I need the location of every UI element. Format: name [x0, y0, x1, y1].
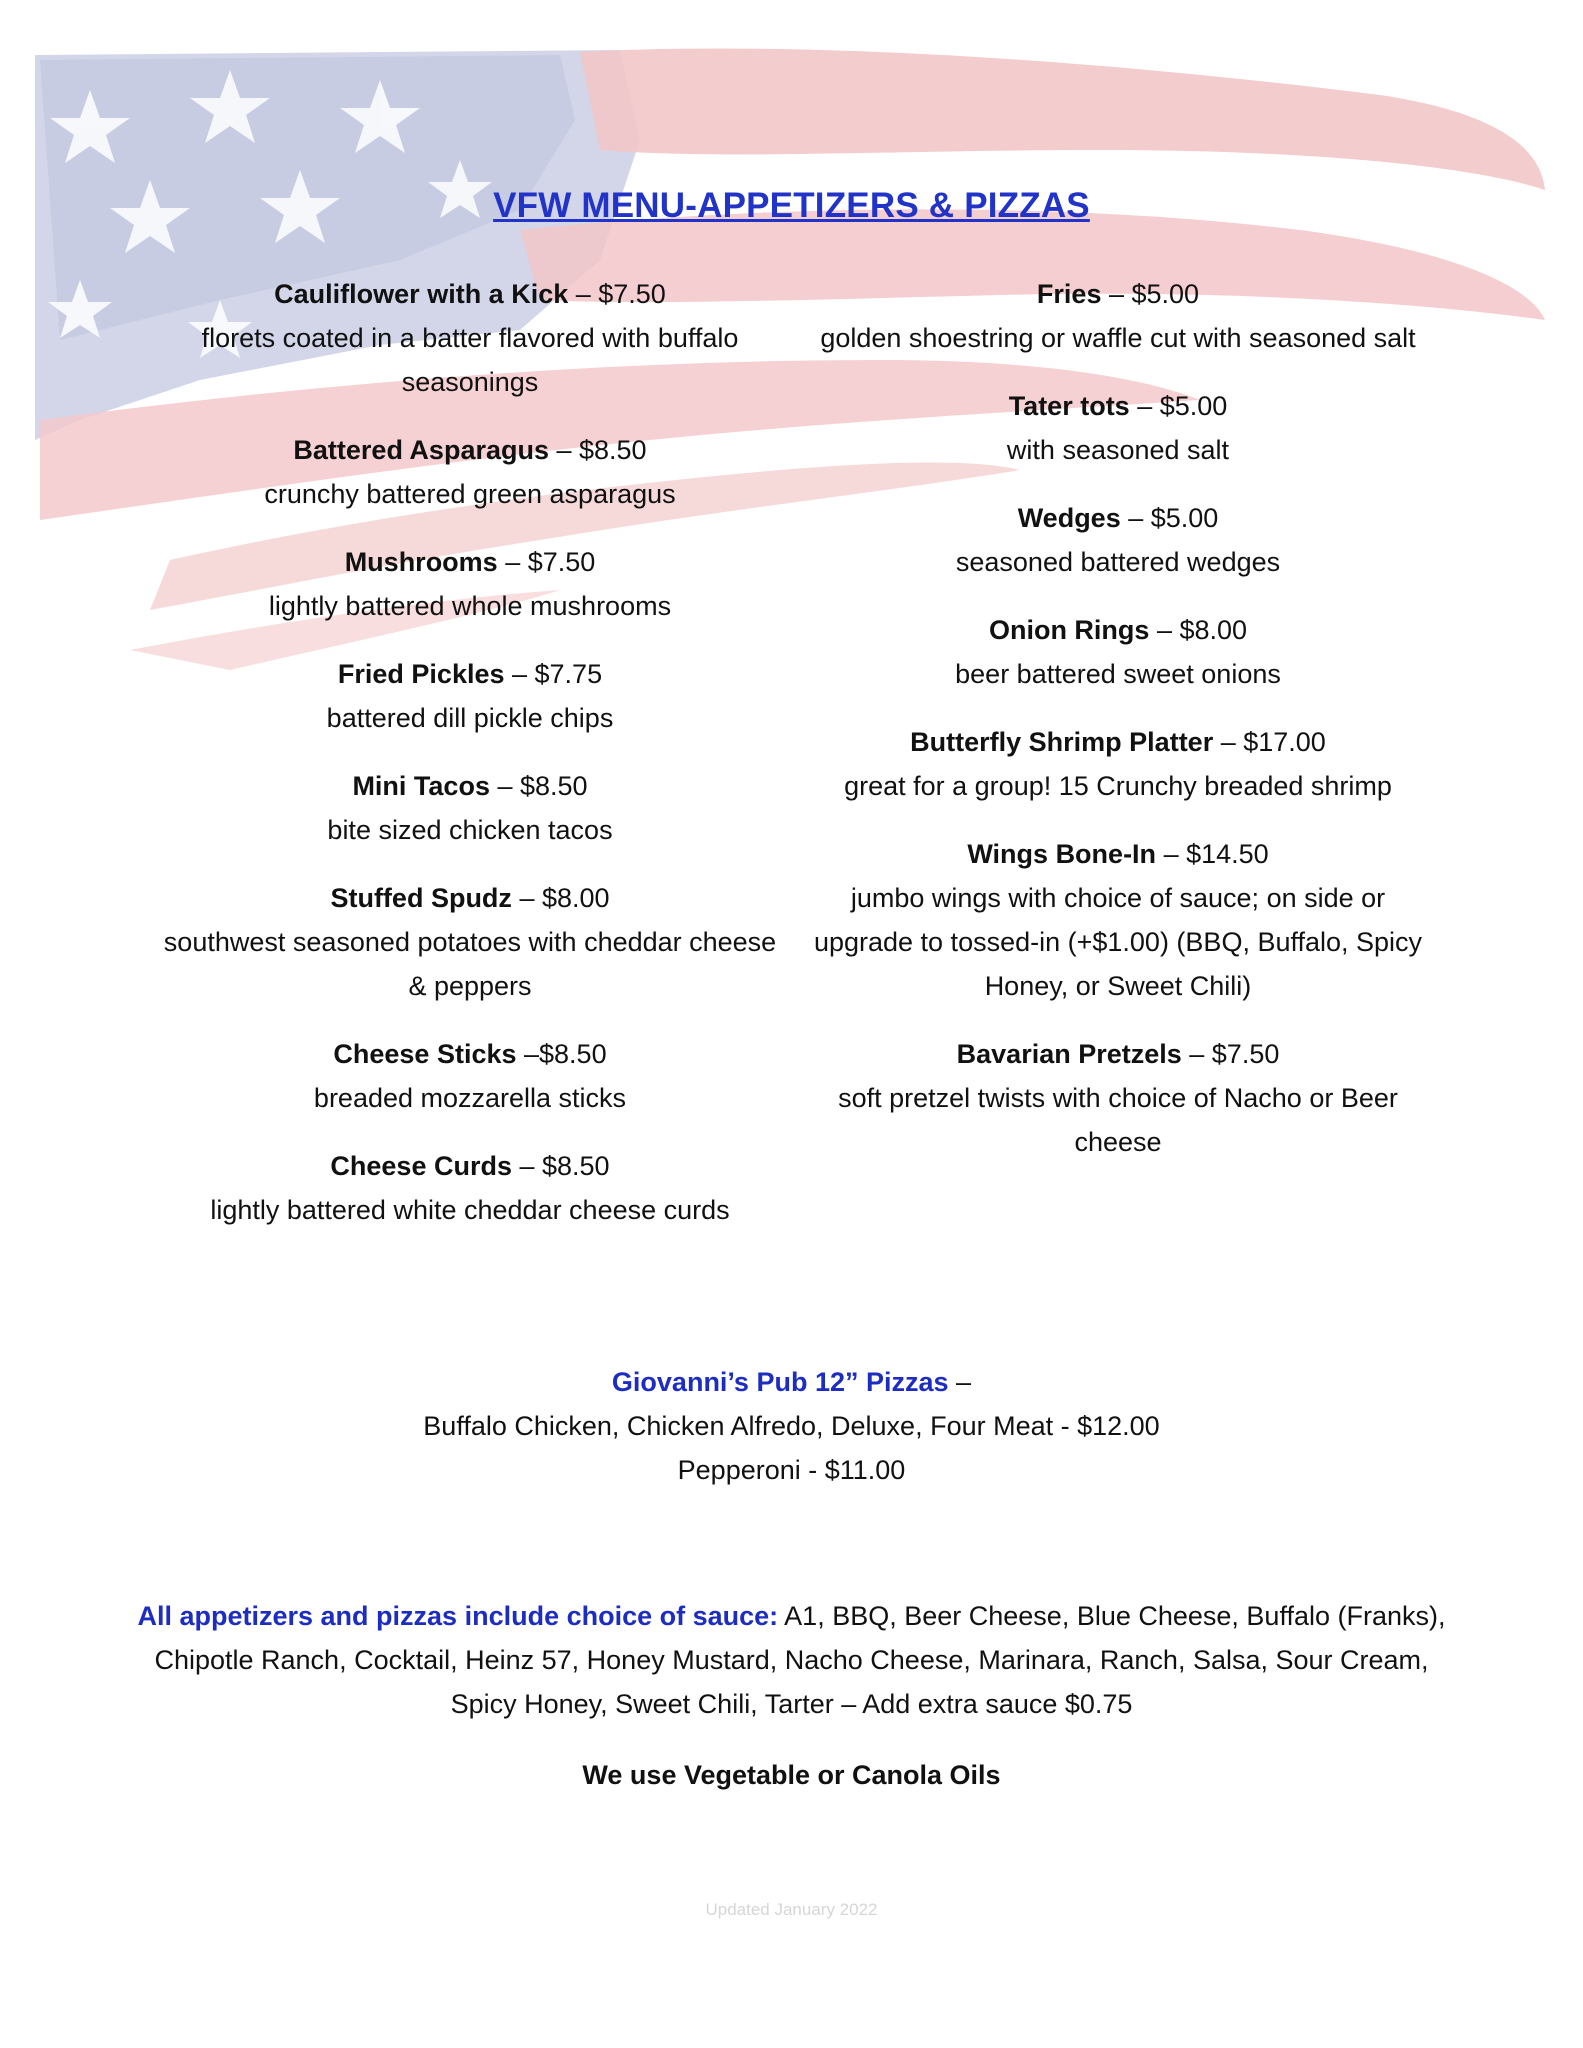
pizza-heading-line	[0, 1360, 1583, 1404]
pizza-line-1: Buffalo Chicken, Chicken Alfredo, Deluxe, Four Meat - $12.00	[423, 1411, 1160, 1441]
menu-item-price: – $5.00	[1101, 279, 1200, 309]
menu-item	[160, 540, 780, 628]
menu-item-header	[808, 720, 1428, 764]
menu-item-price: – $5.00	[1129, 391, 1228, 421]
menu-item-description: lightly battered whole mushrooms	[268, 591, 672, 621]
menu-item-name: Mushrooms	[344, 547, 498, 577]
menu-item-header	[808, 496, 1428, 540]
sauce-note	[120, 1594, 1463, 1726]
menu-item	[808, 608, 1428, 696]
menu-title: VFW MENU-APPETIZERS & PIZZAS	[493, 186, 1090, 225]
menu-item-name: Bavarian Pretzels	[956, 1039, 1182, 1069]
menu-item-description: bite sized chicken tacos	[327, 815, 613, 845]
menu-item-description: battered dill pickle chips	[326, 703, 614, 733]
menu-item	[160, 1032, 780, 1120]
appetizers-right-column	[808, 272, 1428, 1188]
menu-item-header	[160, 876, 780, 920]
menu-item-price: – $14.50	[1156, 839, 1269, 869]
menu-item	[160, 764, 780, 852]
menu-item-price: – $5.00	[1120, 503, 1219, 533]
menu-item-header	[160, 272, 780, 316]
menu-item-name: Cheese Curds	[330, 1151, 512, 1181]
menu-item-description: jumbo wings with choice of sauce; on side or upgrade to tossed-in (+$1.00) (BBQ, Buffalo, Spicy Honey, or Sweet Chili)	[813, 883, 1423, 1001]
pizza-line-2: Pepperoni - $11.00	[677, 1455, 906, 1485]
menu-item	[160, 1144, 780, 1232]
menu-item	[160, 428, 780, 516]
menu-item-price: – $7.50	[1181, 1039, 1280, 1069]
menu-item-price: – $8.00	[1149, 615, 1248, 645]
menu-item	[808, 496, 1428, 584]
menu-item-description: golden shoestring or waffle cut with seasoned salt	[820, 323, 1416, 353]
appetizers-left-column	[160, 272, 780, 1256]
menu-item-description: soft pretzel twists with choice of Nacho or Beer cheese	[838, 1083, 1398, 1157]
menu-item-name: Cauliflower with a Kick	[274, 279, 569, 309]
menu-item-name: Wings Bone-In	[967, 839, 1157, 869]
menu-item-description: great for a group! 15 Crunchy breaded shrimp	[844, 771, 1392, 801]
menu-item-name: Onion Rings	[988, 615, 1150, 645]
menu-item-price: – $8.50	[548, 435, 647, 465]
menu-item-header	[808, 608, 1428, 652]
menu-item-header	[808, 1032, 1428, 1076]
menu-item	[808, 272, 1428, 360]
menu-item-name: Fries	[1036, 279, 1102, 309]
sauce-list: A1, BBQ, Beer Cheese, Blue Cheese, Buffalo (Franks), Chipotle Ranch, Cocktail, Heinz 57, Honey Mustard, Nacho Cheese, Marinara, Ranch, Salsa, Sour Cream, Spicy Honey, Sweet Chili, Tarter – Add extra sauce $0.75	[154, 1601, 1446, 1719]
menu-item-description: with seasoned salt	[1006, 435, 1230, 465]
menu-item-name: Mini Tacos	[352, 771, 490, 801]
menu-item	[808, 832, 1428, 1008]
menu-item-name: Cheese Sticks	[333, 1039, 517, 1069]
menu-item-description: seasoned battered wedges	[955, 547, 1281, 577]
menu-item-name: Butterfly Shrimp Platter	[910, 727, 1214, 757]
menu-item-header	[808, 384, 1428, 428]
menu-item-header	[808, 832, 1428, 876]
pizza-heading: Giovanni’s Pub 12” Pizzas	[611, 1367, 949, 1397]
sauce-heading: All appetizers and pizzas include choice of sauce:	[137, 1601, 779, 1631]
menu-item-price: – $7.50	[568, 279, 666, 309]
menu-item-description: beer battered sweet onions	[955, 659, 1281, 689]
menu-item-name: Fried Pickles	[337, 659, 505, 689]
menu-item-name: Tater tots	[1008, 391, 1130, 421]
menu-item	[808, 384, 1428, 472]
pizza-section	[0, 1360, 1583, 1492]
menu-item-name: Stuffed Spudz	[330, 883, 512, 913]
menu-item-description: florets coated in a batter flavored with buffalo seasonings	[201, 323, 739, 397]
menu-item-description: breaded mozzarella sticks	[313, 1083, 627, 1113]
menu-item-header	[160, 764, 780, 808]
menu-item-price: – $7.50	[497, 547, 596, 577]
menu-item	[160, 652, 780, 740]
updated-date: Updated January 2022	[705, 1900, 878, 1919]
pizza-heading-dash: –	[948, 1367, 972, 1397]
menu-item-price: – $17.00	[1213, 727, 1326, 757]
menu-item-price: – $8.50	[489, 771, 588, 801]
menu-item	[808, 1032, 1428, 1164]
menu-item-description: southwest seasoned potatoes with cheddar cheese & peppers	[163, 927, 777, 1001]
menu-item-description: lightly battered white cheddar cheese curds	[210, 1195, 730, 1225]
menu-item-name: Battered Asparagus	[293, 435, 549, 465]
menu-item-header	[808, 272, 1428, 316]
menu-item-name: Wedges	[1017, 503, 1121, 533]
menu-item-price: – $8.50	[511, 1151, 610, 1181]
menu-item-header	[160, 540, 780, 584]
menu-item	[808, 720, 1428, 808]
menu-item-price: – $8.00	[511, 883, 610, 913]
menu-item-description: crunchy battered green asparagus	[264, 479, 676, 509]
menu-item-price: – $7.75	[504, 659, 603, 689]
menu-item-header	[160, 652, 780, 696]
oils-note: We use Vegetable or Canola Oils	[582, 1760, 1001, 1790]
menu-item	[160, 876, 780, 1008]
menu-item-price: –$8.50	[516, 1039, 607, 1069]
menu-item-header	[160, 428, 780, 472]
menu-item-header	[160, 1032, 780, 1076]
menu-item-header	[160, 1144, 780, 1188]
menu-item	[160, 272, 780, 404]
